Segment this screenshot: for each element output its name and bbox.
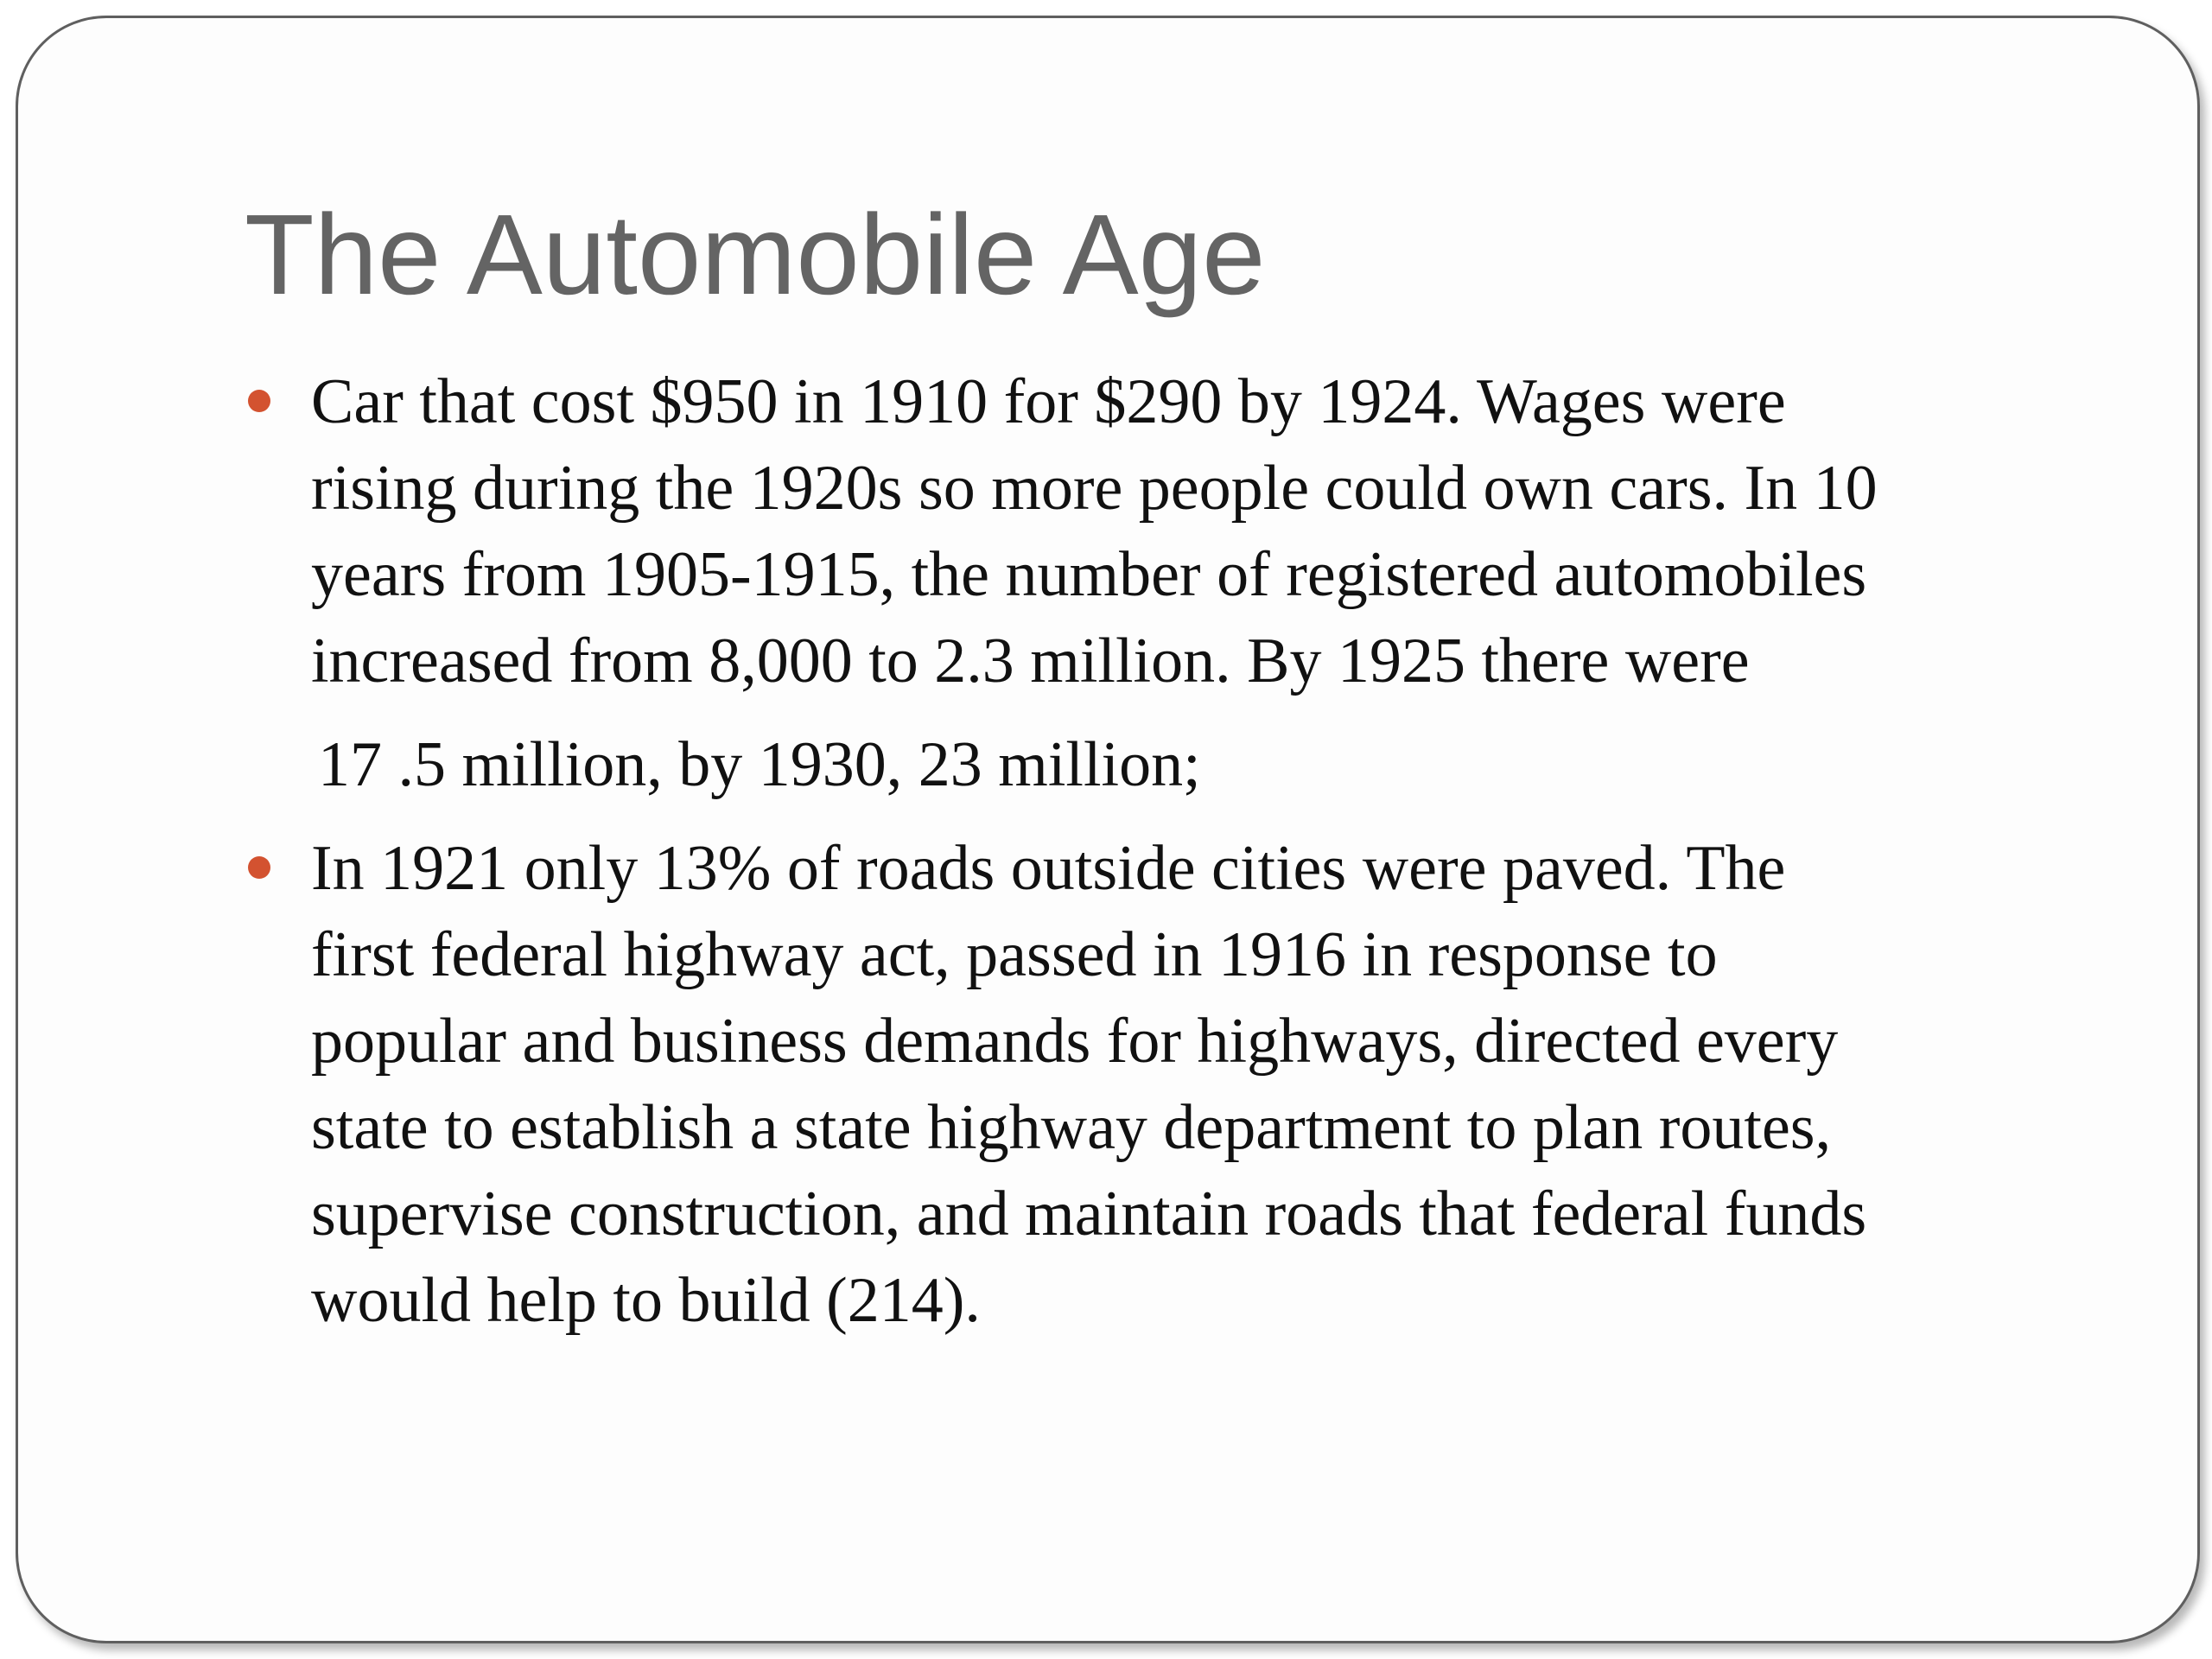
bullet-1-line-3: years from 1905-1915, the number of registered automobiles	[311, 539, 1867, 610]
bullet-2-line-4: state to establish a state highway department to plan routes,	[311, 1092, 1832, 1163]
bullet-item-car-costs	[245, 359, 2102, 808]
bullet-2-line-5: supervise construction, and maintain roads that federal funds	[311, 1179, 1867, 1249]
bullet-list	[245, 359, 2102, 1344]
bullet-2-line-3: popular and business demands for highways, directed every	[311, 1006, 1839, 1077]
bullet-1-line-4: increased from 8,000 to 2.3 million. By 1925 there were	[311, 626, 1750, 696]
bullet-1-continuation: 17 .5 million, by 1930, 23 million;	[318, 729, 1201, 800]
bullet-dot-icon	[248, 856, 270, 879]
slide-title: The Automobile Age	[245, 191, 1266, 318]
bullet-dot-icon	[248, 390, 270, 412]
bullet-1-line-1: Car that cost $950 in 1910 for $290 by 1924. Wages were	[311, 366, 1786, 437]
bullet-2-line-1: In 1921 only 13% of roads outside cities were paved. The	[311, 833, 1786, 904]
bullet-2-line-2: first federal highway act, passed in 1916 in response to	[311, 919, 1718, 990]
bullet-1-line-2: rising during the 1920s so more people could own cars. In 10	[311, 453, 1878, 524]
bullet-item-roads	[245, 825, 2102, 1344]
bullet-2-line-6: would help to build (214).	[311, 1265, 981, 1336]
